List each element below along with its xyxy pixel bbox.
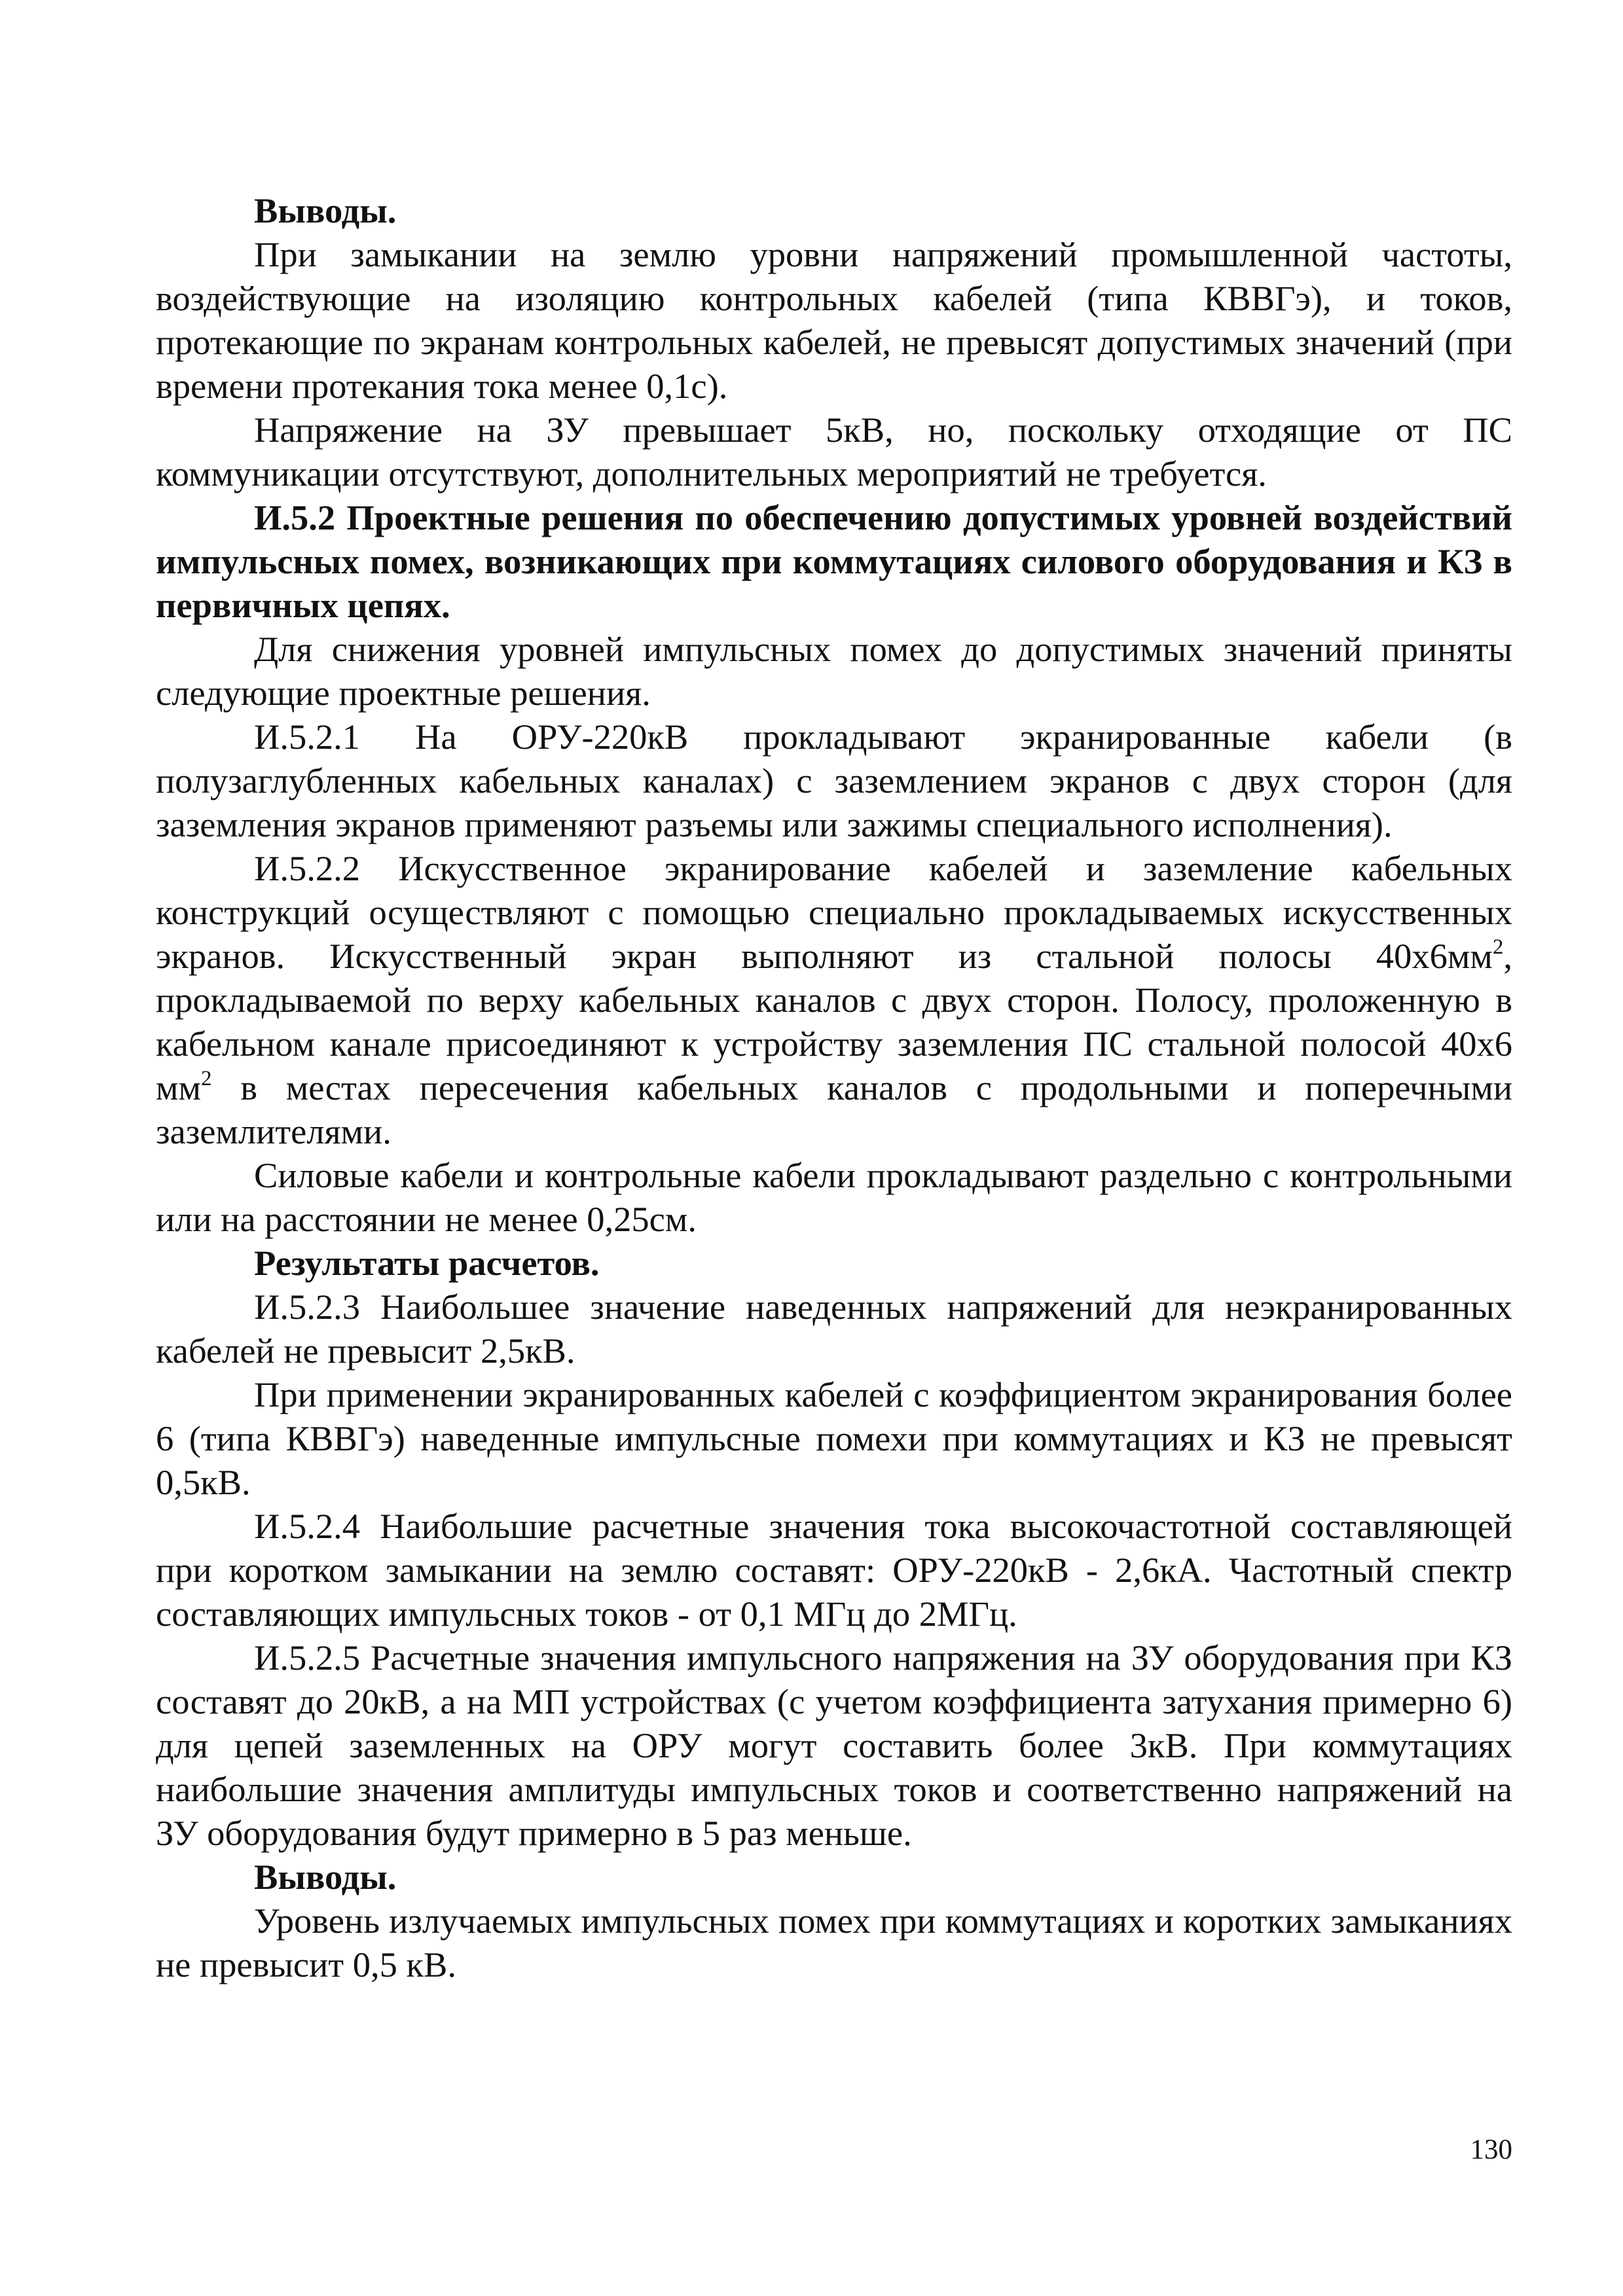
paragraph: И.5.2.1 На ОРУ-220кВ прокладывают экранированные кабели (в полузаглубленных кабельных каналах) с заземлением экранов с двух сторон (для заземления экранов применяют разъемы или зажимы специального исполнения). (156, 717, 1512, 844)
paragraph: Для снижения уровней импульсных помех до допустимых значений приняты следующие проектные решения. (156, 629, 1512, 713)
paragraph-text: , прокладываемой по верху кабельных каналов с двух сторон. Полосу, проложенную в кабельном канале присоединяют к устройству заземления ПС стальной полосой 40х6 мм (156, 936, 1512, 1107)
paragraph: Напряжение на ЗУ превышает 5кВ, но, поскольку отходящие от ПС коммуникации отсутствуют, дополнительных мероприятий не требуется. (156, 410, 1512, 493)
results-heading: Результаты расчетов. (254, 1243, 600, 1283)
paragraph: При применении экранированных кабелей с коэффициентом экранирования более 6 (типа КВВГэ) наведенные импульсные помехи при коммутациях и КЗ не превысят 0,5кВ. (156, 1374, 1512, 1502)
paragraph: И.5.2.3 Наибольшее значение наведенных напряжений для неэкранированных кабелей не превысит 2,5кВ. (156, 1287, 1512, 1371)
paragraph: И.5.2.5 Расчетные значения импульсного напряжения на ЗУ оборудования при КЗ составят до 20кВ, а на МП устройствах (с учетом коэффициента затухания примерно 6) для цепей заземленных на ОРУ могут составить более 3кВ. При коммутациях наибольшие значения амплитуды импульсных токов и соответственно напряжений на ЗУ оборудования будут примерно в 5 раз меньше. (156, 1638, 1512, 1853)
paragraph-text: И.5.2.2 Искусственное экранирование кабелей и заземление кабельных конструкций осуществляют с помощью специально прокладываемых искусственных экранов. Искусственный экран выполняют из стальной полосы 40х6мм (156, 848, 1512, 976)
paragraph: И.5.2.4 Наибольшие расчетные значения тока высокочастотной составляющей при коротком замыкании на землю составят: ОРУ-220кВ - 2,6кА. Частотный спектр составляющих импульсных токов - от 0,1 МГц до 2МГц. (156, 1506, 1512, 1634)
conclusions-heading: Выводы. (254, 1857, 397, 1897)
superscript: 2 (1492, 935, 1504, 959)
page-number: 130 (1470, 2134, 1512, 2165)
paragraph: Силовые кабели и контрольные кабели прокладывают раздельно с контрольными или на расстоянии не менее 0,25см. (156, 1155, 1512, 1239)
section-heading: И.5.2 Проектные решения по обеспечению допустимых уровней воздействий импульсных помех, возникающих при коммутациях силового оборудования и КЗ в первичных цепях. (156, 497, 1512, 625)
paragraph-text: в местах пересечения кабельных каналов с продольными и поперечными заземлителями. (156, 1067, 1512, 1151)
paragraph: При замыкании на землю уровни напряжений промышленной частоты, воздействующие на изоляцию контрольных кабелей (типа КВВГэ), и токов, протекающие по экранам контрольных кабелей, не превысят допустимых значений (при времени протекания тока менее 0,1с). (156, 234, 1512, 406)
conclusions-heading: Выводы. (254, 190, 397, 230)
paragraph (156, 846, 1512, 1153)
document-page (156, 188, 1512, 1986)
superscript: 2 (200, 1067, 212, 1090)
paragraph: Уровень излучаемых импульсных помех при коммутациях и коротких замыканиях не превысит 0,5 кВ. (156, 1901, 1512, 1984)
